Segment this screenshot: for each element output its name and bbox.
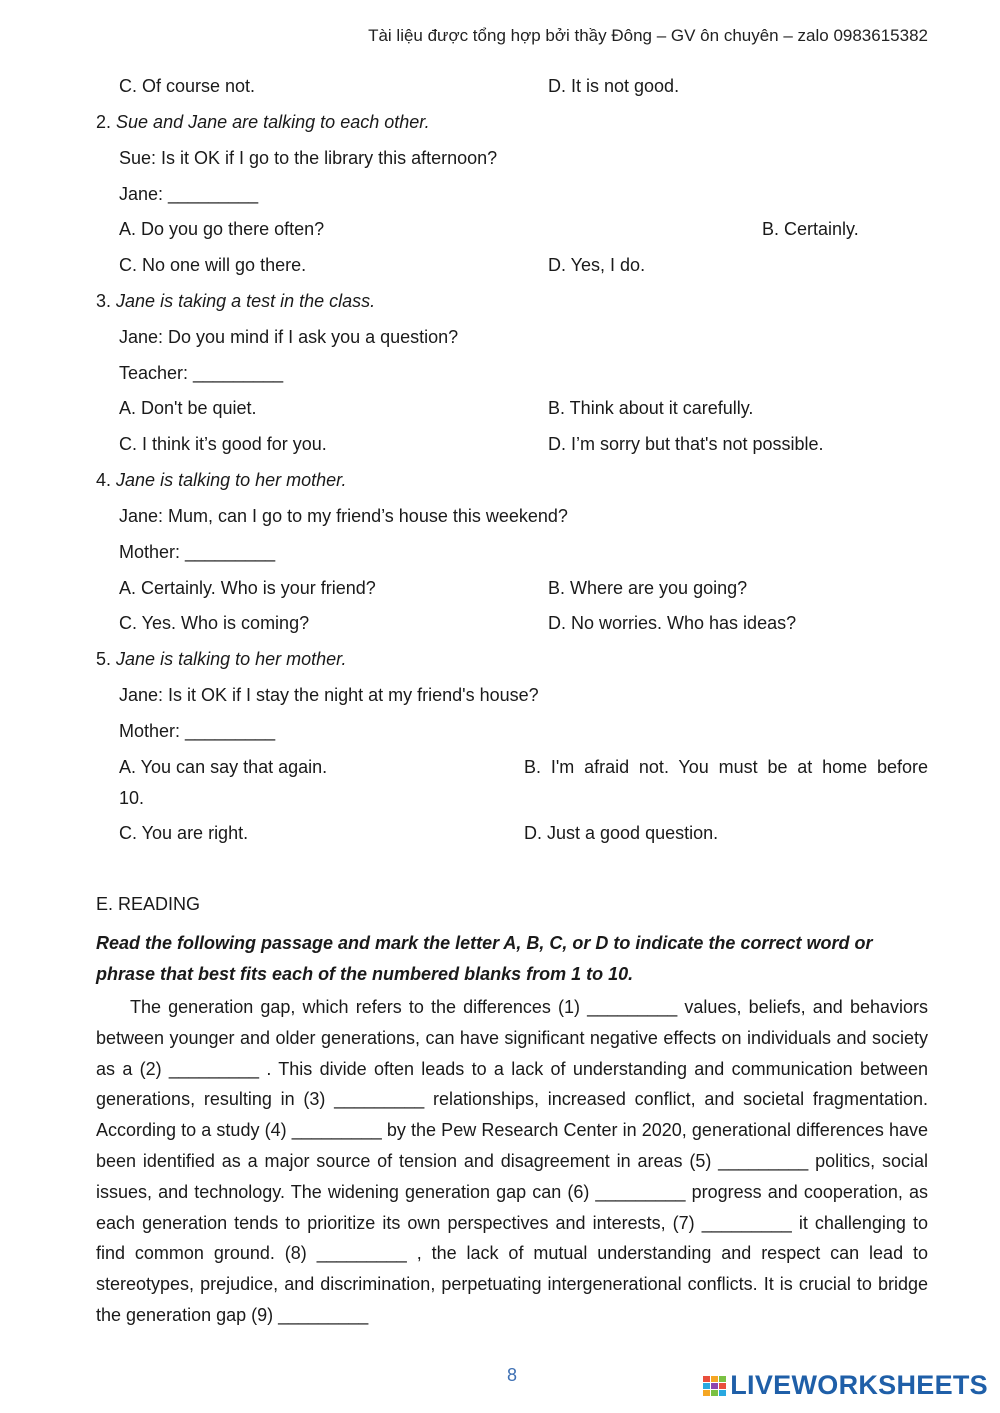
q1-option-c: C. Of course not. [119,76,256,96]
q3-option-a: A. Don't be quiet. [119,398,257,418]
q5-situation: Jane is talking to her mother. [116,649,347,669]
q2-option-d: D. Yes, I do. [548,255,646,275]
q5-option-b-wrap: 10. [119,788,145,808]
q3-line2: Teacher: _________ [119,363,284,383]
q5-prompt [96,648,346,670]
liveworksheets-logo-icon [702,1373,728,1399]
q5-line2: Mother: _________ [119,721,276,741]
q4-situation: Jane is talking to her mother. [116,470,347,490]
q3-line1: Jane: Do you mind if I ask you a question? [119,327,459,347]
q5-option-b: B. I'm afraid not. You must be at home before [524,757,928,777]
q3-option-d: D. I’m sorry but that's not possible. [548,434,824,454]
q1-option-d: D. It is not good. [548,76,680,96]
q5-option-a: A. You can say that again. [119,757,328,777]
q4-prompt [96,469,346,491]
q2-line1: Sue: Is it OK if I go to the library this afternoon? [119,148,498,168]
q5-line1: Jane: Is it OK if I stay the night at my friend's house? [119,685,539,705]
page-header: Tài liệu được tổng hợp bởi thầy Đông – GV ôn chuyên – zalo 0983615382 [368,26,928,45]
liveworksheets-logo [702,1370,988,1401]
q2-prompt [96,111,430,133]
q5-option-d: D. Just a good question. [524,823,719,843]
q4-option-b: B. Where are you going? [548,578,748,598]
q3-option-b: B. Think about it carefully. [548,398,754,418]
q2-option-b: B. Certainly. [762,219,859,239]
q4-line2: Mother: _________ [119,542,276,562]
q2-line2: Jane: _________ [119,184,259,204]
reading-instruction: Read the following passage and mark the letter A, B, C, or D to indicate the correct word or phrase that best fits each of the numbered blanks from 1 to 10. [96,933,873,984]
page-number: 8 [506,1365,517,1385]
q3-prompt [96,290,375,312]
q2-situation: Sue and Jane are talking to each other. [116,112,430,132]
q4-option-d: D. No worries. Who has ideas? [548,613,797,633]
q3-option-c: C. I think it’s good for you. [119,434,327,454]
liveworksheets-wordmark: LIVEWORKSHEETS [730,1370,988,1400]
q5-number: 5. [96,649,112,669]
reading-passage: The generation gap, which refers to the differences (1) _________ values, beliefs, and behaviors between younger and older generations, can have significant negative effects on individuals and society as a (2) _________ . This divide often leads to a lack of understanding and communication between generations, resulting in (3) _________ relationships, increased conflict, and societal fragmentation. According to a study (4) _________ by the Pew Research Center in 2020, generational differences have been identified as a major source of tension and disagreement in areas (5) _________ politics, social issues, and technology. The widening generation gap can (6) _________ progress and cooperation, as each generation tends to prioritize its own perspectives and interests, (7) _________ it challenging to find common ground. (8) _________ , the lack of mutual understanding and respect can lead to stereotypes, prejudice, and discrimination, perpetuating intergenerational conflicts. It is crucial to bridge the generation gap (9) _________ [96,997,928,1325]
q2-option-a: A. Do you go there often? [119,219,325,239]
q3-number: 3. [96,291,112,311]
q3-situation: Jane is taking a test in the class. [116,291,376,311]
q2-number: 2. [96,112,112,132]
q4-option-a: A. Certainly. Who is your friend? [119,578,376,598]
q4-line1: Jane: Mum, can I go to my friend’s house this weekend? [119,506,568,526]
q5-option-c: C. You are right. [119,823,249,843]
reading-section-title: E. READING [96,894,201,914]
q4-number: 4. [96,470,112,490]
q2-option-c: C. No one will go there. [119,255,307,275]
q4-option-c: C. Yes. Who is coming? [119,613,310,633]
